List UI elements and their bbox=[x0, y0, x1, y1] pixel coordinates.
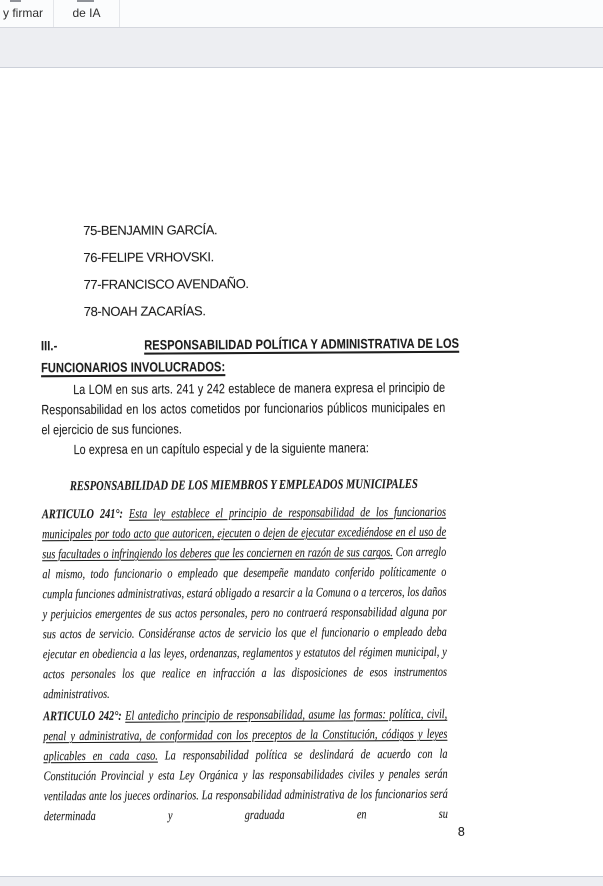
section-numeral: III.- bbox=[40, 338, 58, 354]
workspace-gap-band-bottom bbox=[0, 876, 603, 886]
article-241 bbox=[42, 502, 447, 704]
article-242 bbox=[43, 704, 448, 826]
article-241-underlined-text: Esta ley establece el principio de responsabilidad de los funcionarios municipales por todo acto que autoricen, ejecuten o dejen de ejecutar excediéndose en el uso de sus facultades o infringiendo los deberes que les conciernen en razón de sus cargos. bbox=[42, 503, 447, 562]
section-title-line2: FUNCIONARIOS INVOLUCRADOS: bbox=[41, 359, 226, 376]
section-title-line1: RESPONSABILIDAD POLÍTICA Y ADMINISTRATIVA DE LOS bbox=[144, 335, 460, 353]
ribbon-toolbar bbox=[0, 0, 603, 28]
workspace-gap-band bbox=[0, 28, 603, 67]
lead-in-paragraph: Lo expresa en un capítulo especial y de la siguiente manera: bbox=[73, 440, 369, 458]
article-242-plain-text: La responsabilidad política se deslindará de acuerdo con la Constitución Provincial y esta Ley Orgánica y las responsabilidades civiles y penales serán ventiladas ante los jueces ordinarios. La responsabilidad administrativa de los funcionarios será determinada y graduada en su bbox=[43, 745, 448, 824]
chapter-title: RESPONSABILIDAD DE LOS MIEMBROS Y EMPLEADOS MUNICIPALES bbox=[69, 475, 418, 494]
list-item: 77-FRANCISCO AVENDAÑO. bbox=[83, 276, 249, 293]
ribbon-button-ia[interactable] bbox=[53, 0, 120, 27]
article-242-label: ARTICULO 242°: bbox=[43, 707, 122, 724]
signatories-list bbox=[40, 215, 459, 326]
scanned-page-content bbox=[40, 215, 465, 839]
list-item: 76-FELIPE VRHOVSKI. bbox=[83, 249, 214, 266]
ribbon-button-firmar[interactable] bbox=[0, 0, 53, 27]
page-number: 8 bbox=[457, 824, 465, 839]
article-241-plain-text: Con arreglo al mismo, todo funcionario o empleado que desempeñe mandato conferido políticamente o cumpla funciones administrativas, estará obligado a resarcir a la Comuna o a terceros, los daños y perjuicios emergentes de sus actos personales, pero no contraerá responsabilidad alguna por sus actos de servicio. Considéranse actos de servicio los que el funcionario o empleado deba ejecutar en obediencia a las leyes, ordenanzas, reglamentos y estatutos del régimen municipal, y actos personales los que realice en infracción a las disposiciones de esos instrumentos administrativos. bbox=[42, 543, 448, 702]
document-page[interactable] bbox=[0, 68, 603, 876]
list-item: 78-NOAH ZACARÍAS. bbox=[83, 303, 206, 320]
article-242-underlined-text: El antedicho principio de responsabilidad, asume las formas: política, civil, penal y administrativa, de conformidad con los preceptos de la Constitución, códigos y leyes aplicables en cada caso. bbox=[43, 705, 448, 764]
section-heading bbox=[41, 333, 459, 380]
article-241-label: ARTICULO 241°: bbox=[41, 505, 123, 522]
list-item: 75-BENJAMIN GARCÍA. bbox=[83, 222, 218, 239]
section-heading-line2 bbox=[41, 355, 459, 380]
ribbon-button-ia-label: de IA bbox=[72, 6, 101, 20]
section-heading-line1 bbox=[41, 333, 459, 358]
ribbon-button-firmar-label: y firmar bbox=[3, 6, 43, 20]
intro-paragraph: La LOM en sus arts. 241 y 242 establece de manera expresa el principio de Responsabilidad en los actos cometidos por funcionarios públicos municipales en el ejercicio de sus funciones. bbox=[41, 379, 446, 438]
